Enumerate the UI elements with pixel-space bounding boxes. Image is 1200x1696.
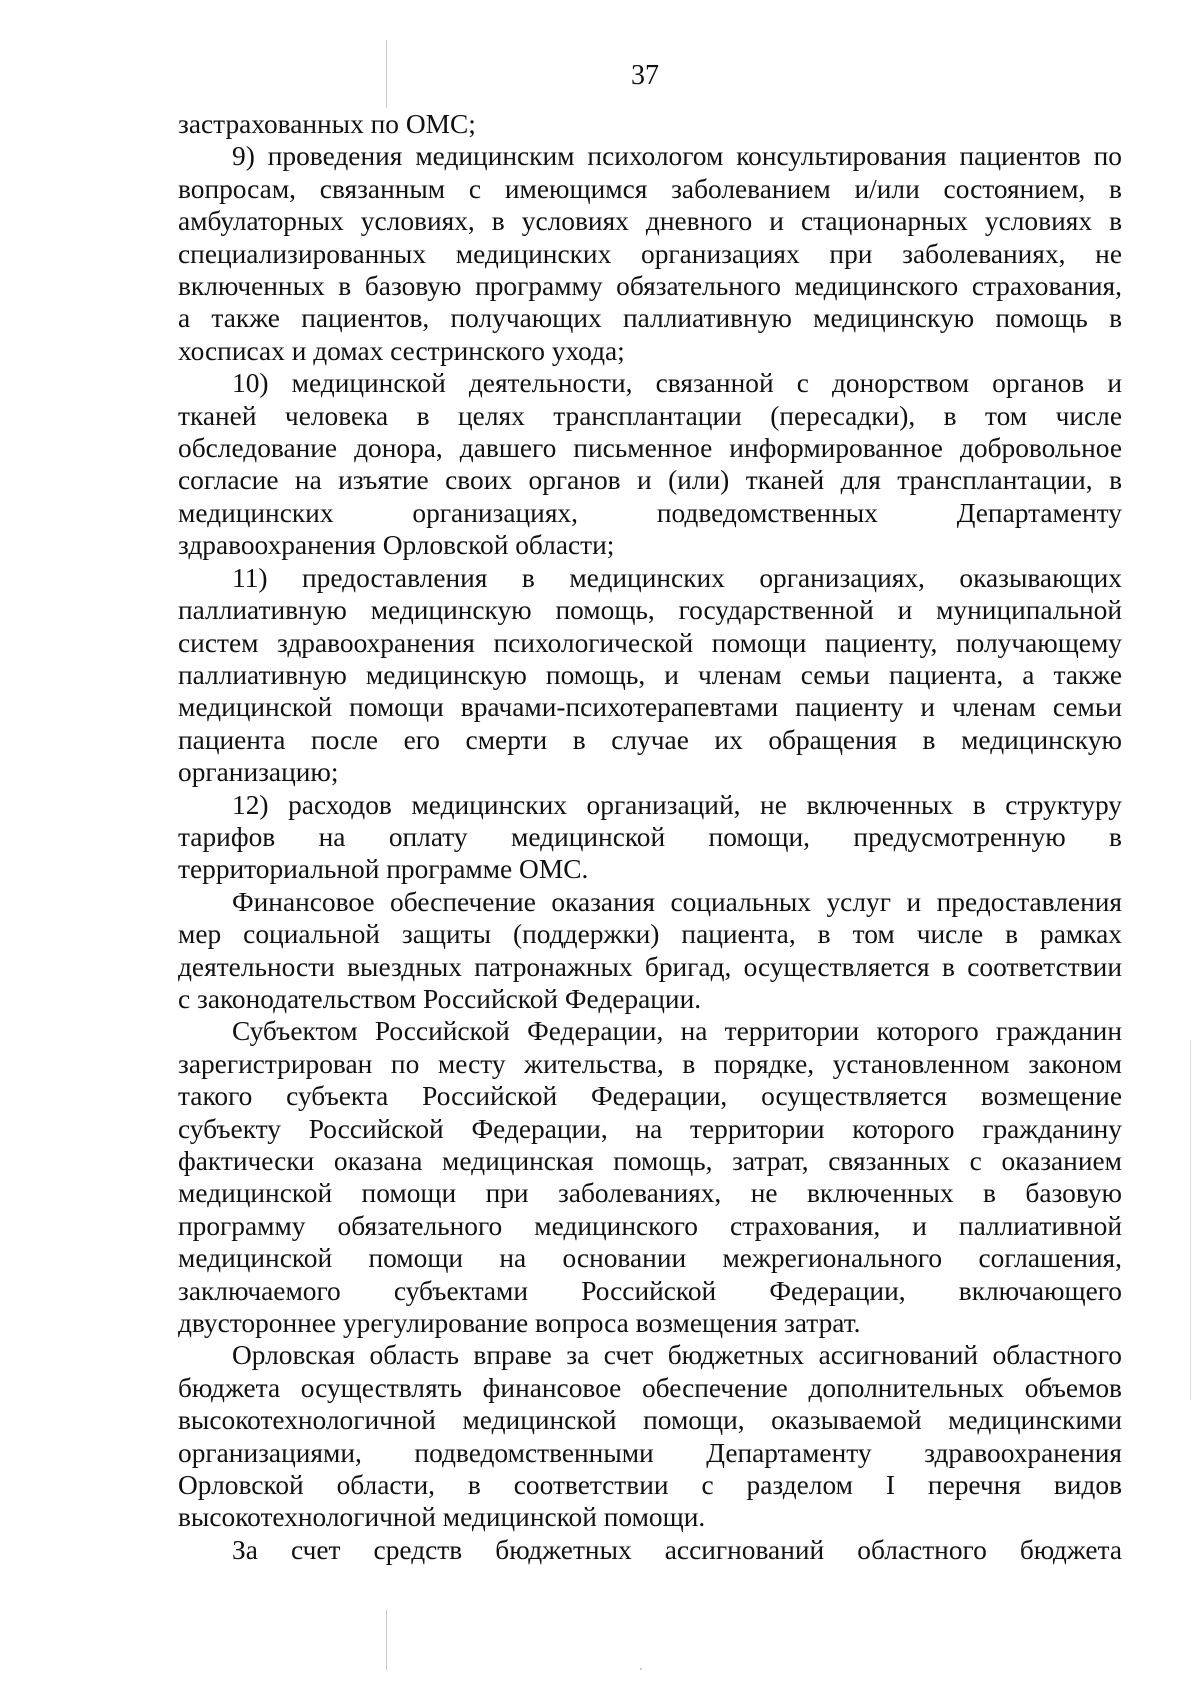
text-line: заключаемого субъектами Российской Федерации, включающего (178, 1275, 1122, 1306)
paragraph-item-9 (178, 140, 1122, 367)
text-line: хосписах и домах сестринского ухода; (178, 335, 625, 366)
text-line: Финансовое обеспечение оказания социальных услуг и предоставления (232, 886, 1122, 917)
text-line: 12) расходов медицинских организаций, не включенных в структуру (232, 789, 1122, 820)
paragraph-item-10 (178, 367, 1122, 561)
scan-edge-line-right (1190, 1040, 1191, 1400)
text-line: фактически оказана медицинская помощь, затрат, связанных с оказанием (178, 1146, 1122, 1176)
text-line: паллиативную медицинскую помощь, и членам семьи пациента, а также (178, 659, 1122, 690)
text-line: зарегистрирован по месту жительства, в порядке, установленном законом (178, 1048, 1122, 1079)
text-line: медицинских организациях, подведомственных Департаменту (178, 497, 1122, 528)
paragraph-item-11 (178, 562, 1122, 789)
document-body (178, 108, 1122, 1566)
text-line: организацию; (178, 757, 339, 788)
text-line: программу обязательного медицинского страхования, и паллиативной (178, 1210, 1122, 1241)
text-line: медицинской помощи врачами-психотерапевтами пациенту и членам семьи (178, 692, 1122, 723)
text-line: с законодательством Российской Федерации. (178, 983, 702, 1014)
text-line: согласие на изъятие своих органов и (или) тканей для трансплантации, в (178, 465, 1122, 496)
text-line: Орловская область вправе за счет бюджетных ассигнований областного (232, 1340, 1122, 1371)
scan-fold-line-bottom (386, 1610, 387, 1670)
text-line: субъекту Российской Федерации, на территории которого гражданину (178, 1113, 1122, 1144)
text-line: деятельности выездных патронажных бригад, осуществляется в соответствии (178, 951, 1122, 982)
text-line: высокотехнологичной медицинской помощи, оказываемой медицинскими (178, 1405, 1122, 1436)
text-line: двустороннее урегулирование вопроса возмещения затрат. (178, 1308, 861, 1339)
text-line: медицинской помощи на основании межрегионального соглашения, (178, 1243, 1122, 1274)
text-line: Субъектом Российской Федерации, на территории которого гражданин (232, 1016, 1122, 1047)
text-line: систем здравоохранения психологической помощи пациенту, получающему (178, 627, 1122, 658)
text-line: включенных в базовую программу обязательного медицинского страхования, (178, 271, 1122, 302)
text-line: мер социальной защиты (поддержки) пациента, в том числе в рамках (178, 919, 1122, 950)
text-line: вопросам, связанным с имеющимся заболеванием и/или состоянием, в (178, 173, 1122, 204)
text-line: Орловской области, в соответствии с разделом I перечня видов (178, 1470, 1122, 1501)
text-line: 9) проведения медицинским психологом консультирования пациентов по (232, 141, 1122, 172)
text-line: организациями, подведомственными Департаменту здравоохранения (178, 1437, 1122, 1468)
paragraph-item-12 (178, 789, 1122, 886)
scan-speck (640, 1668, 642, 1670)
text-line: такого субъекта Российской Федерации, осуществляется возмещение (178, 1081, 1122, 1112)
text-line: а также пациентов, получающих паллиативную медицинскую помощь в (178, 303, 1122, 334)
text-line: застрахованных по ОМС; (178, 109, 476, 139)
paragraph-social-services (178, 886, 1122, 1016)
page-number: 37 (631, 60, 659, 91)
text-line: 11) предоставления в медицинских организациях, оказывающих (232, 562, 1122, 593)
text-line: 10) медицинской деятельности, связанной с донорством органов и (232, 368, 1122, 399)
paragraph-high-tech-care (178, 1339, 1122, 1533)
text-line: медицинской помощи при заболеваниях, не включенных в базовую (178, 1178, 1122, 1209)
text-line: За счет средств бюджетных ассигнований областного бюджета (232, 1534, 1122, 1565)
paragraph-reimbursement (178, 1015, 1122, 1339)
paragraph-continuation (178, 108, 1122, 140)
paragraph-budget-funds (178, 1534, 1122, 1566)
text-line: обследование донора, давшего письменное информированное добровольное (178, 433, 1122, 464)
text-line: пациента после его смерти в случае их обращения в медицинскую (178, 724, 1122, 755)
text-line: бюджета осуществлять финансовое обеспечение дополнительных объемов (178, 1372, 1122, 1403)
text-line: амбулаторных условиях, в условиях дневного и стационарных условиях в (178, 206, 1122, 237)
text-line: территориальной программе ОМС. (178, 854, 589, 885)
text-line: специализированных медицинских организациях при заболеваниях, не (178, 238, 1122, 269)
text-line: паллиативную медицинскую помощь, государственной и муниципальной (178, 595, 1122, 626)
text-line: здравоохранения Орловской области; (178, 530, 615, 561)
text-line: высокотехнологичной медицинской помощи. (178, 1502, 706, 1533)
text-line: тканей человека в целях трансплантации (пересадки), в том числе (178, 400, 1122, 431)
text-line: тарифов на оплату медицинской помощи, предусмотренную в (178, 821, 1122, 852)
